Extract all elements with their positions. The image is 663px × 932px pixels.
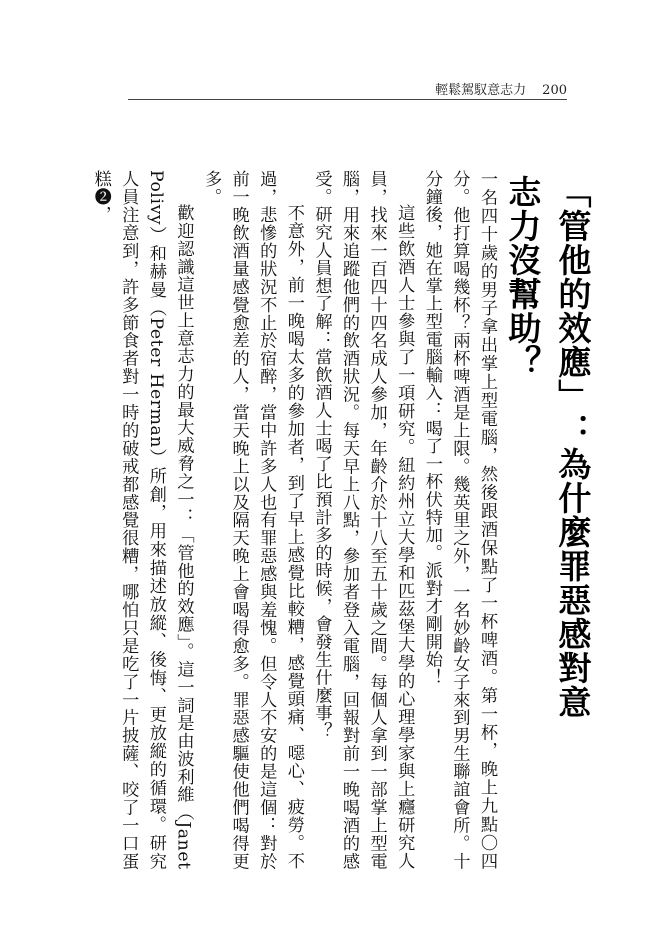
paragraph: 不意外，前一晚喝太多的參加者，到了早上感覺比較糟，感覺頭痛、噁心、疲勞。不過，悲慘的狀況不止於宿醉，當中許多人也有罪惡感與羞愧。但令人不安的是這個：對於前一晚飲酒量感覺愈差的人，當天晚上以及隔天晚上會喝得愈多。罪惡感驅使他們喝得更多。 bbox=[201, 170, 304, 870]
paragraph: 歡迎認識這世上意志力的最大威脅之一：「管他的效應」。這一詞是由波利維（Janet Polivy）和赫曼（Peter Herman）所創，用來描述放縱、後悔、更放縱的循環。研究人員注意到，許多節食者對一時的破戒都感覺很糟，哪怕只是吃了一片披薩、咬了一口蛋糕❷， bbox=[90, 170, 194, 870]
section-title: 「管他的效應」：為什麼罪惡感對意志力沒幫助？ bbox=[503, 175, 593, 719]
body-text bbox=[90, 170, 500, 870]
paragraph: 這些飲酒人士參與了一項研究。紐約州立大學和匹茲堡大學的心理學家與上癮研究人員，找來一百四十四名成人參加，年齡介於十八至五十歲之間。每個人拿到一部掌上型電腦，用來追蹤他們的飲酒狀況。每天早上八點，參加者登入電腦，回報對前一晚喝酒的感受。研究人員想了解：當飲酒人士喝了比預計多的時候，會發生什麼事？ bbox=[311, 170, 415, 870]
page-number: 200 bbox=[542, 83, 567, 98]
running-header bbox=[435, 79, 567, 98]
header-rule bbox=[128, 99, 567, 100]
running-header-book-title: 輕鬆駕馭意志力 bbox=[435, 83, 527, 98]
paragraph: 一名四十歲的男子拿出掌上型電腦，然後跟酒保點了一杯啤酒。第一杯，晚上九點〇四分。他打算喝幾杯？兩杯啤酒是上限。幾英里之外，一名妙齡女子來到男生聯誼會所。十分鐘後，她在掌上型電腦輸入：喝了一杯伏特加。派對才剛開始！ bbox=[421, 170, 497, 870]
